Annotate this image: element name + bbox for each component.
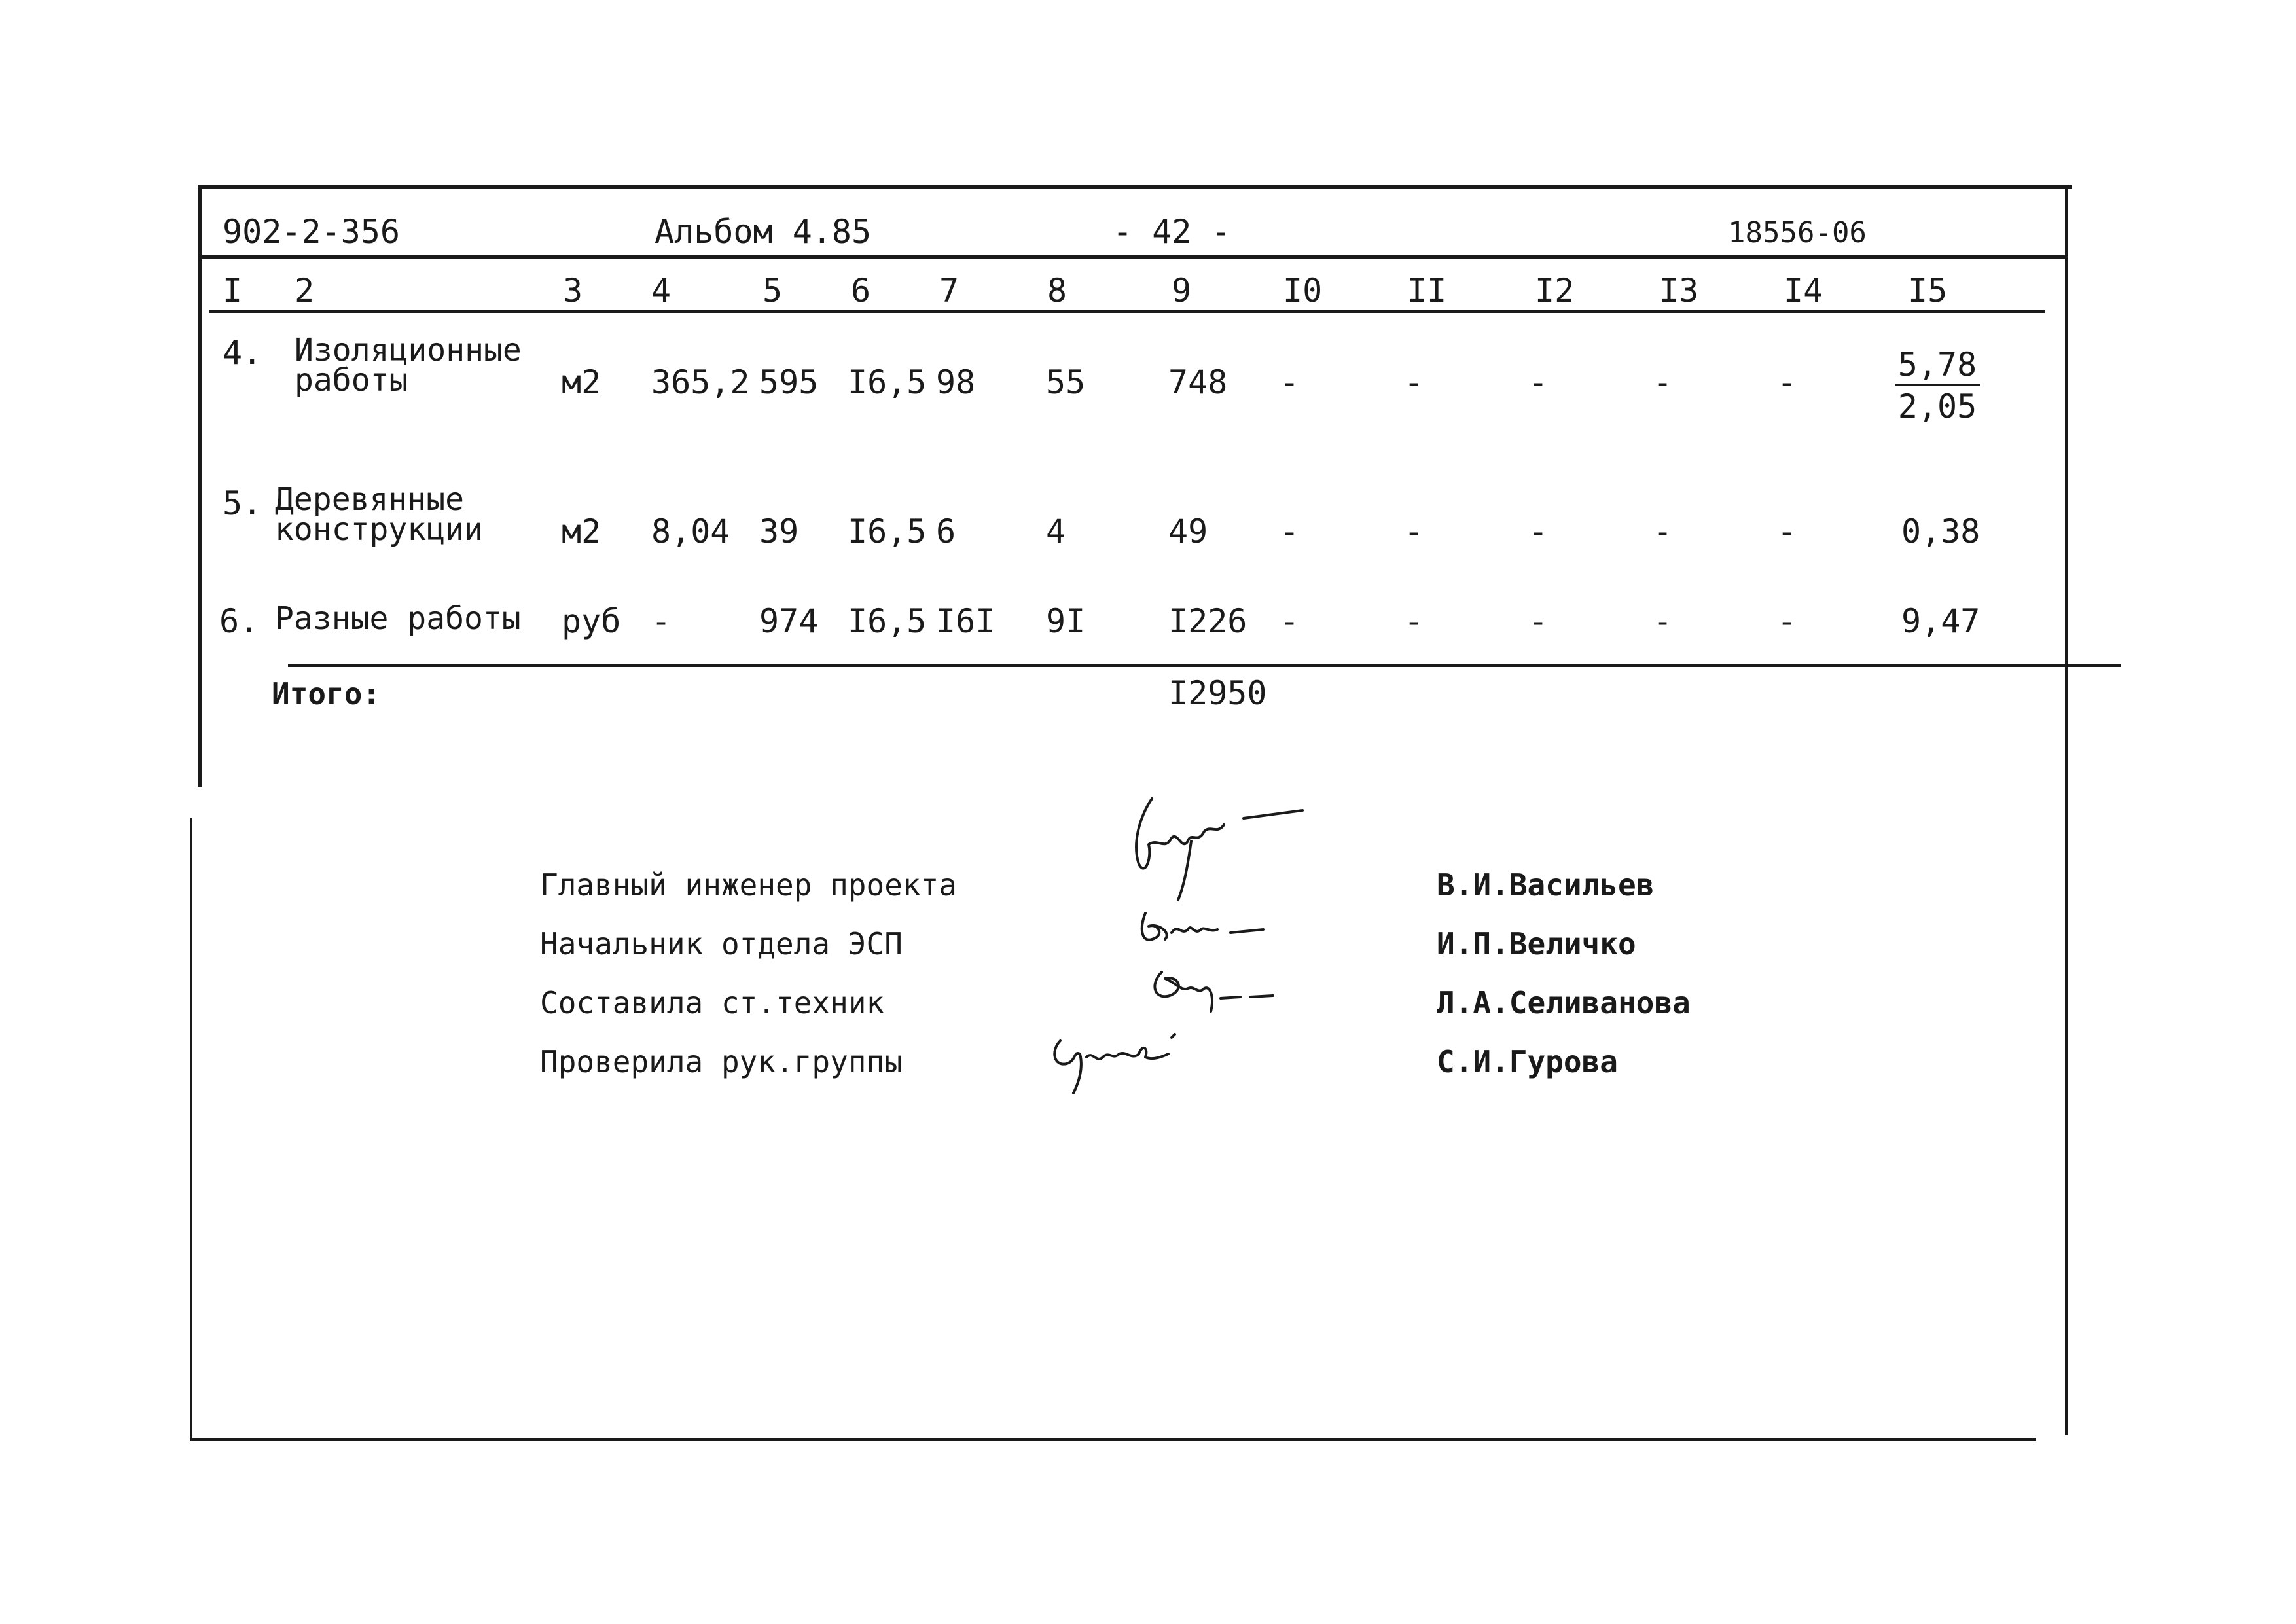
column-header: 5: [762, 272, 783, 310]
frame-top-line: [200, 185, 2072, 189]
total-value: I2950: [1168, 674, 1267, 712]
frame-left-line-lower: [190, 818, 192, 1440]
row-col8: 9I: [1046, 602, 1086, 640]
row-unit: м2: [562, 363, 601, 401]
signature-name: Л.А.Селиванова: [1437, 985, 1691, 1020]
total-label: Итого:: [272, 676, 381, 712]
column-header: 6: [851, 272, 871, 310]
row-col6: I6,5: [848, 513, 927, 550]
fraction-numerator: 5,78: [1895, 347, 1980, 386]
row-name-line2: конструкции: [275, 511, 483, 548]
row-col13: -: [1653, 602, 1673, 640]
row-col14: -: [1777, 363, 1797, 401]
row-col10: -: [1280, 513, 1300, 550]
total-separator-line: [288, 664, 2121, 667]
row-col9: I226: [1168, 602, 1247, 640]
column-header: 9: [1172, 272, 1192, 310]
row-col5: 974: [759, 602, 819, 640]
row-col12: -: [1528, 363, 1549, 401]
signature-role: Начальник отдела ЭСП: [540, 926, 903, 962]
row-col4: -: [651, 602, 672, 640]
column-header: I: [223, 272, 243, 310]
row-col13: -: [1653, 513, 1673, 550]
row-name-line1: Деревянные: [275, 481, 464, 518]
row-number: 5.: [223, 484, 262, 522]
row-col7: 6: [936, 513, 956, 550]
column-header: I0: [1283, 272, 1323, 310]
row-number: 4.: [223, 334, 262, 372]
row-col8: 4: [1046, 513, 1066, 550]
row-col12: -: [1528, 513, 1549, 550]
row-col7: I6I: [936, 602, 996, 640]
frame-bottom-line: [190, 1438, 2036, 1441]
signature-name: В.И.Васильев: [1437, 867, 1655, 903]
row-name: Разные работы: [275, 600, 521, 637]
row-col5: 595: [759, 363, 819, 401]
handwritten-signature-4: [1041, 1021, 1211, 1100]
handwritten-signature-1: [1113, 792, 1309, 910]
row-col11: -: [1404, 602, 1424, 640]
row-name-line1: Изоляционные: [295, 332, 522, 369]
signature-role: Составила ст.техник: [540, 985, 885, 1020]
column-header: 4: [651, 272, 672, 310]
fraction-denominator: 2,05: [1897, 388, 1977, 425]
row-col6: I6,5: [848, 602, 927, 640]
row-col14: -: [1777, 602, 1797, 640]
row-col10: -: [1280, 363, 1300, 401]
signature-name: И.П.Величко: [1437, 926, 1636, 962]
document-code: 902-2-356: [223, 213, 400, 251]
row-col11: -: [1404, 363, 1424, 401]
row-col11: -: [1404, 513, 1424, 550]
row-col8: 55: [1046, 363, 1086, 401]
handwritten-signature-2: [1132, 903, 1276, 956]
header-separator-line: [200, 255, 2068, 259]
column-header: 7: [939, 272, 960, 310]
frame-left-line: [198, 185, 202, 787]
row-col4: 365,2: [651, 363, 750, 401]
row-col7: 98: [936, 363, 976, 401]
row-col14: -: [1777, 513, 1797, 550]
signature-role: Проверила рук.группы: [540, 1044, 903, 1079]
column-header: II: [1407, 272, 1447, 310]
row-col15: 0,38: [1901, 513, 1981, 550]
row-col4: 8,04: [651, 513, 730, 550]
document-number: 18556-06: [1728, 216, 1867, 249]
row-col13: -: [1653, 363, 1673, 401]
column-header: 2: [295, 272, 315, 310]
column-header-separator-line: [209, 310, 2045, 313]
row-col9: 49: [1168, 513, 1208, 550]
frame-right-line: [2065, 185, 2068, 1435]
page-number: - 42 -: [1113, 213, 1231, 251]
signature-name: С.И.Гурова: [1437, 1044, 1618, 1079]
column-header: I4: [1784, 272, 1823, 310]
row-col12: -: [1528, 602, 1549, 640]
row-name-line2: работы: [295, 362, 408, 399]
column-header: I5: [1908, 272, 1948, 310]
row-col6: I6,5: [848, 363, 927, 401]
row-col15: 9,47: [1901, 602, 1981, 640]
row-number: 6.: [219, 602, 259, 640]
column-header: I3: [1659, 272, 1699, 310]
row-unit: руб: [562, 602, 621, 640]
album-label: Альбом 4.85: [655, 213, 872, 251]
row-col9: 748: [1168, 363, 1228, 401]
handwritten-signature-3: [1142, 959, 1286, 1024]
column-header: 3: [563, 272, 583, 310]
column-header: I2: [1535, 272, 1575, 310]
row-unit: м2: [562, 513, 601, 550]
column-header: 8: [1047, 272, 1067, 310]
row-col5: 39: [759, 513, 799, 550]
signature-role: Главный инженер проекта: [540, 867, 957, 903]
row-col15-fraction: [1895, 347, 1980, 424]
row-col10: -: [1280, 602, 1300, 640]
